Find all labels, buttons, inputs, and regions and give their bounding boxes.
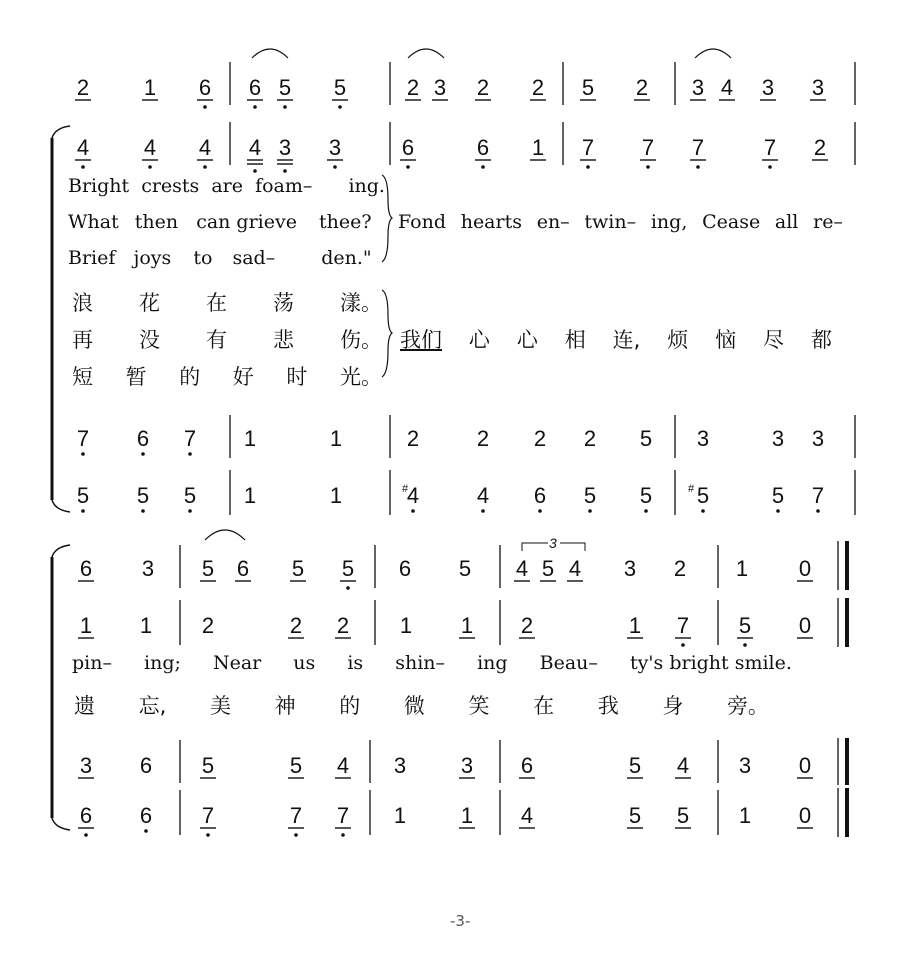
sys2-part4-low-dot xyxy=(294,833,298,837)
sys2-part4-low-dot xyxy=(84,833,88,837)
sys2-part4-note: 6 xyxy=(79,803,93,828)
sys2-part4-note: 7 xyxy=(289,803,303,828)
sys1-part2-note: 3 xyxy=(328,135,342,160)
sys1-part1-note: 4 xyxy=(720,75,734,100)
sys2-part1-note: 6 xyxy=(236,556,250,581)
sys2-part1-note: 2 xyxy=(673,556,687,581)
sys1-part2-note: 3 xyxy=(278,135,292,160)
sys1-part1-note: 5 xyxy=(581,75,595,100)
sys1-part4-note: 5 xyxy=(136,483,150,508)
sys2-part4-low-dot xyxy=(206,833,210,837)
sys2-part3-note: 5 xyxy=(201,753,215,778)
sys1-part1-note: 1 xyxy=(143,75,157,100)
sys2-part2-note: 1 xyxy=(79,613,93,638)
sys1-part2-low-dot xyxy=(203,165,207,169)
lyric-en-refrain: Fond hearts en– twin– ing, Cease all re– xyxy=(398,211,843,233)
sys2-part4-note: 1 xyxy=(738,803,752,828)
sys1-part4-low-dot xyxy=(81,509,85,513)
sys1-part4-note: 5 xyxy=(76,483,90,508)
sys1-part3-note: 7 xyxy=(76,426,90,451)
sys1-part1-note: 3 xyxy=(811,75,825,100)
sys1-part2-low-dot xyxy=(768,165,772,169)
sys1-part2-note: 7 xyxy=(581,135,595,160)
sys2-part4-note: 1 xyxy=(393,803,407,828)
sys1-part4-low-dot xyxy=(816,509,820,513)
sys1-part4-note: 6 xyxy=(533,483,547,508)
sys1-part3-note: 3 xyxy=(811,426,825,451)
sys2-part2-note: 2 xyxy=(336,613,350,638)
sys2-part2-note: 2 xyxy=(289,613,303,638)
sys1-part2-note: 4 xyxy=(143,135,157,160)
lyric-cn-verse3: 短 暂 的 好 时 光。 xyxy=(72,365,382,389)
sys1-part4-low-dot xyxy=(701,509,705,513)
sys1-part2-low-dot xyxy=(148,165,152,169)
sys2-part4-note: 7 xyxy=(336,803,350,828)
sys1-part1-note: 6 xyxy=(248,75,262,100)
sys1-part4-note: 1 xyxy=(329,483,343,508)
triplet-number: 3 xyxy=(549,535,557,551)
sys2-part1-note: 5 xyxy=(458,556,472,581)
sys1-part2-low-dot xyxy=(646,165,650,169)
sys2-part3-note: 6 xyxy=(139,753,153,778)
sys2-part2-note: 1 xyxy=(628,613,642,638)
sys2-part2-note: 1 xyxy=(139,613,153,638)
sys2-part1-note: 0 xyxy=(798,556,812,581)
sys2-part1-note: 5 xyxy=(291,556,305,581)
sharp-sign: # xyxy=(402,483,409,495)
sys1-part4-note: 5 xyxy=(583,483,597,508)
sys1-part2-note: 2 xyxy=(813,135,827,160)
sys1-part1-note: 5 xyxy=(278,75,292,100)
sys2-part2-note: 2 xyxy=(201,613,215,638)
sys1-part1-note: 6 xyxy=(198,75,212,100)
sys1-part1-note: 2 xyxy=(476,75,490,100)
sys2-part1-note: 6 xyxy=(79,556,93,581)
sys2-part2-note: 0 xyxy=(798,613,812,638)
sys2-part2-low-dot xyxy=(743,643,747,647)
sys1-part2-low-dot xyxy=(696,165,700,169)
sys1-part3-low-dot xyxy=(141,452,145,456)
sys2-part3-note: 5 xyxy=(289,753,303,778)
sys2-part2-note: 2 xyxy=(520,613,534,638)
sys1-part2-low-dot xyxy=(586,165,590,169)
sys1-part1-note: 3 xyxy=(691,75,705,100)
sys2-part4-note: 5 xyxy=(628,803,642,828)
sys1-part3-note: 2 xyxy=(533,426,547,451)
system2-bracket xyxy=(52,545,70,830)
sys1-part2-note: 1 xyxy=(531,135,545,160)
sys1-part3-low-dot xyxy=(188,452,192,456)
sys2-part3-note: 4 xyxy=(676,753,690,778)
sys2-part4-note: 4 xyxy=(520,803,534,828)
sys2-part3-note: 4 xyxy=(336,753,350,778)
lyric-cn-verse1: 浪 花 在 荡 漾。 xyxy=(72,291,382,315)
sys2-part2-note: 7 xyxy=(676,613,690,638)
page-number: -3- xyxy=(450,912,471,930)
sys1-part4-note: 5 xyxy=(639,483,653,508)
sys1-part2-low-dot xyxy=(406,165,410,169)
sys1-part4-low-dot xyxy=(481,509,485,513)
sys1-part1-low-dot xyxy=(338,105,342,109)
sys1-part4-note: 1 xyxy=(243,483,257,508)
sys1-part2-note: 7 xyxy=(691,135,705,160)
sys2-part3-note: 6 xyxy=(520,753,534,778)
sys2-part1-note: 1 xyxy=(735,556,749,581)
sys1-part2-note: 6 xyxy=(476,135,490,160)
sys2-part4-low-dot xyxy=(144,829,148,833)
sys1-part3-note: 2 xyxy=(406,426,420,451)
sys1-part1-note: 2 xyxy=(76,75,90,100)
sys2-part1-note: 5 xyxy=(201,556,215,581)
sys1-part2-note: 4 xyxy=(198,135,212,160)
sys1-part2-low-dot xyxy=(81,165,85,169)
sys1-part2-note: 7 xyxy=(641,135,655,160)
sys1-part4-note: 4 xyxy=(476,483,490,508)
sys2-part4-note: 7 xyxy=(201,803,215,828)
lyric-en-verse3: Brief joys to sad– den." xyxy=(68,247,372,269)
sys2-part4-note: 0 xyxy=(798,803,812,828)
sys2-part1-note: 6 xyxy=(398,556,412,581)
lyric-en-verse1: Bright crests are foam– ing. xyxy=(68,175,385,197)
sys1-part1-note: 3 xyxy=(433,75,447,100)
sys1-part3-note: 1 xyxy=(329,426,343,451)
sys1-part3-note: 5 xyxy=(639,426,653,451)
sys1-part3-note: 7 xyxy=(183,426,197,451)
sys2-part2-note: 5 xyxy=(738,613,752,638)
sys2-part3-note: 3 xyxy=(738,753,752,778)
sys1-part4-low-dot xyxy=(411,509,415,513)
sys2-part1-note: 4 xyxy=(515,556,529,581)
lyric-en-verse2: What then can grieve thee? xyxy=(68,211,372,233)
sys2-part4-note: 5 xyxy=(676,803,690,828)
sys1-part1-low-dot xyxy=(253,105,257,109)
sys2-part1-note: 5 xyxy=(541,556,555,581)
sys2-part1-note: 3 xyxy=(623,556,637,581)
sys1-part3-note: 3 xyxy=(771,426,785,451)
sys1-part1-low-dot xyxy=(203,105,207,109)
sys1-part4-note: 4 xyxy=(406,483,420,508)
sys1-part2-low-dot xyxy=(481,165,485,169)
sys1-part2-low-dot xyxy=(283,169,287,173)
sys1-part2-note: 6 xyxy=(401,135,415,160)
sys1-part2-note: 7 xyxy=(763,135,777,160)
sys1-part2-low-dot xyxy=(333,165,337,169)
sys2-part3-note: 3 xyxy=(460,753,474,778)
sys1-part2-note: 4 xyxy=(248,135,262,160)
sys1-part3-note: 3 xyxy=(696,426,710,451)
sys2-part3-note: 3 xyxy=(79,753,93,778)
sys1-part3-note: 1 xyxy=(243,426,257,451)
sys1-part1-note: 2 xyxy=(406,75,420,100)
sys2-part2-note: 1 xyxy=(460,613,474,638)
sys2-part3-note: 3 xyxy=(393,753,407,778)
sys1-part1-note: 2 xyxy=(635,75,649,100)
lyric-cn-system2: 遗 忘, 美 神 的 微 笑 在 我 身 旁。 xyxy=(74,694,769,718)
sys2-part2-note: 1 xyxy=(399,613,413,638)
sys2-part2-low-dot xyxy=(681,643,685,647)
sys1-part4-note: 5 xyxy=(696,483,710,508)
sys2-part1-low-dot xyxy=(346,586,350,590)
verse-brace-cn xyxy=(382,290,392,377)
lyric-cn-refrain: 我们 心 心 相 连, 烦 恼 尽 都 xyxy=(400,328,832,352)
sharp-sign: # xyxy=(688,483,695,495)
sys2-part4-note: 6 xyxy=(139,803,153,828)
sys1-part4-low-dot xyxy=(644,509,648,513)
sys1-part4-note: 5 xyxy=(183,483,197,508)
sys1-part1-note: 2 xyxy=(531,75,545,100)
sys1-part3-note: 2 xyxy=(476,426,490,451)
sys2-part1-note: 3 xyxy=(141,556,155,581)
sys1-part4-low-dot xyxy=(588,509,592,513)
sys1-part3-low-dot xyxy=(81,452,85,456)
sys2-part3-note: 5 xyxy=(628,753,642,778)
lyric-en-system2: pin– ing; Near us is shin– ing Beau– ty's bright smile. xyxy=(72,652,792,674)
sys1-part4-low-dot xyxy=(538,509,542,513)
sys1-part2-note: 4 xyxy=(76,135,90,160)
sys2-part3-note: 0 xyxy=(798,753,812,778)
sys1-part4-note: 5 xyxy=(771,483,785,508)
sys1-part3-note: 6 xyxy=(136,426,150,451)
sys1-part2-low-dot xyxy=(253,169,257,173)
sys1-part4-low-dot xyxy=(776,509,780,513)
sys1-part1-note: 3 xyxy=(761,75,775,100)
lyric-cn-verse2: 再 没 有 悲 伤。 xyxy=(72,328,382,352)
sys2-part4-note: 1 xyxy=(460,803,474,828)
sys1-part4-low-dot xyxy=(188,509,192,513)
sys2-part4-low-dot xyxy=(341,833,345,837)
final-barlines xyxy=(838,541,847,837)
sys1-part3-note: 2 xyxy=(583,426,597,451)
sys1-part1-low-dot xyxy=(283,105,287,109)
sys2-part1-note: 4 xyxy=(568,556,582,581)
sys2-part1-note: 5 xyxy=(341,556,355,581)
sys1-part4-note: 7 xyxy=(811,483,825,508)
sys1-part4-low-dot xyxy=(141,509,145,513)
sys1-part1-note: 5 xyxy=(333,75,347,100)
